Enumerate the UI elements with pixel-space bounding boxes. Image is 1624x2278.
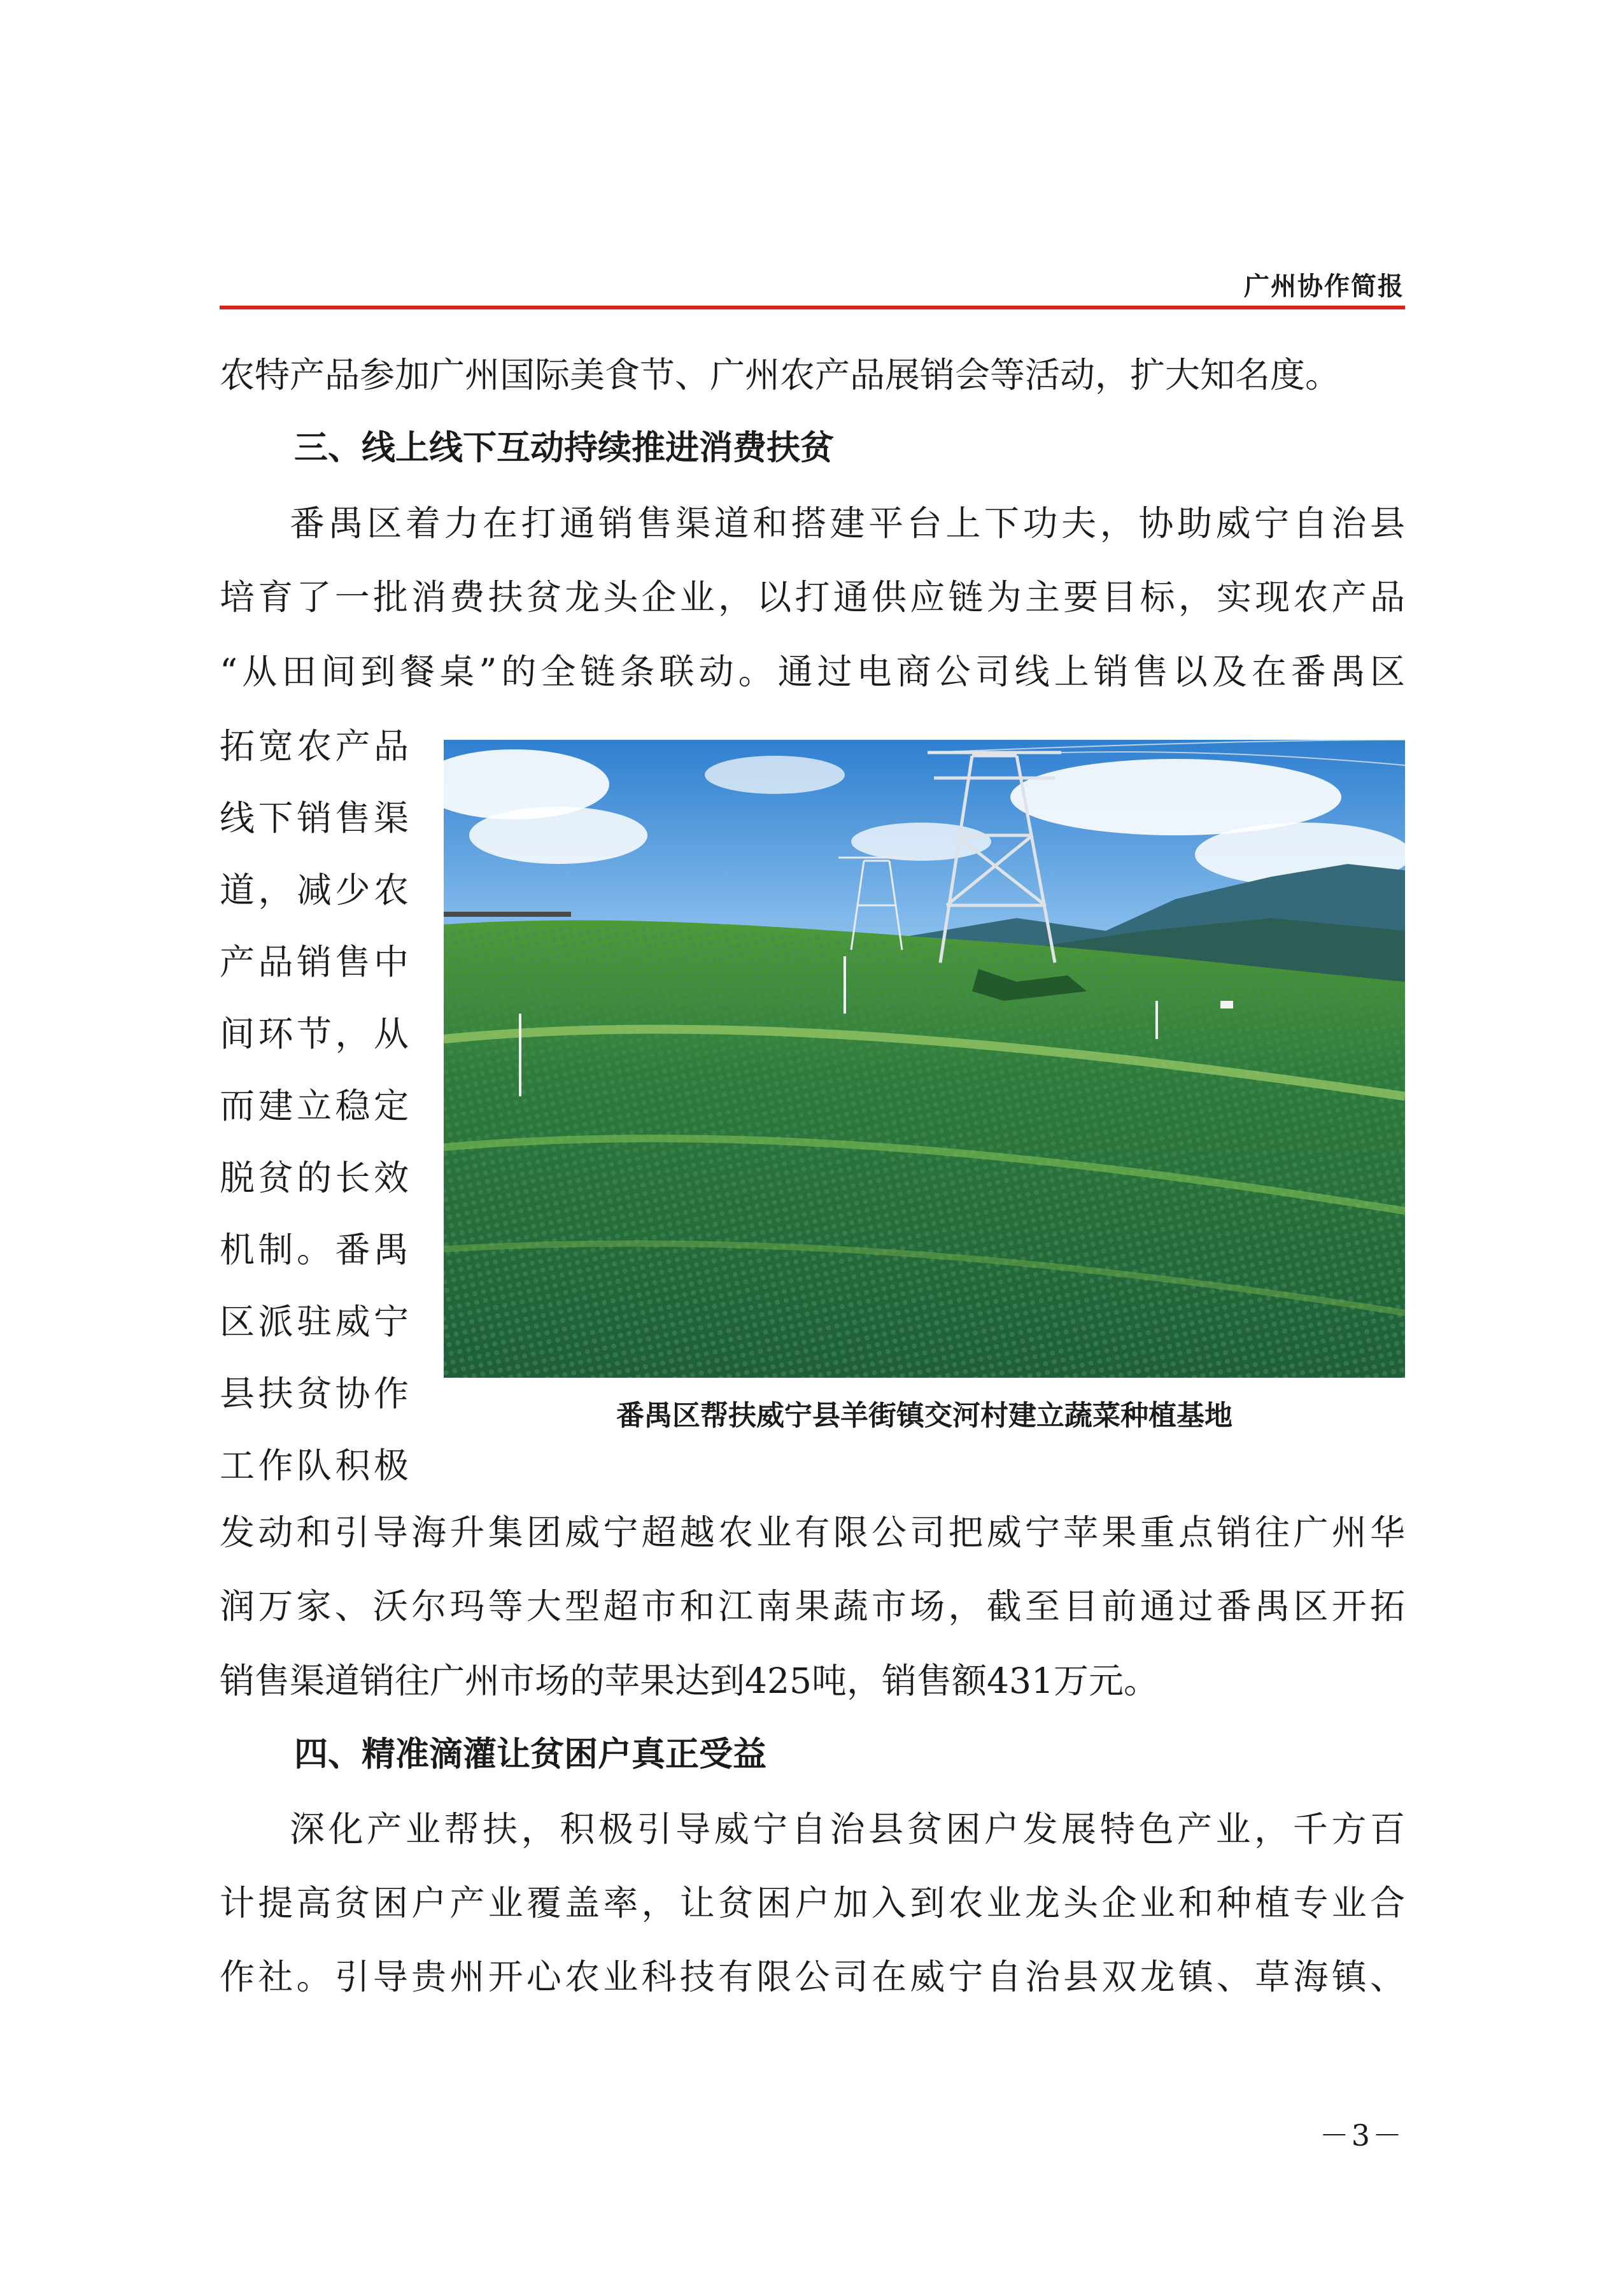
column-line: 工作队积极 — [220, 1445, 409, 1486]
paragraph-line: “从田间到餐桌”的全链条联动。通过电商公司线上销售以及在番禺区 — [220, 651, 1405, 692]
column-line: 县扶贫协作 — [220, 1373, 409, 1414]
paragraph-line: 培育了一批消费扶贫龙头企业，以打通供应链为主要目标，实现农产品 — [220, 577, 1405, 618]
column-line: 产品销售中 — [220, 942, 409, 982]
header-title: 广州协作简报 — [1244, 271, 1404, 301]
vegetable-field-photo — [444, 740, 1405, 1378]
header-rule — [220, 306, 1405, 309]
column-line: 道，减少农 — [220, 870, 409, 910]
column-line: 脱贫的长效 — [220, 1157, 409, 1198]
page-number: －3－ — [1319, 2118, 1404, 2153]
paragraph-line: 深化产业帮扶，积极引导威宁自治县贫困户发展特色产业，千方百 — [290, 1809, 1405, 1850]
column-line: 间环节，从 — [220, 1014, 409, 1054]
paragraph-line: 农特产品参加广州国际美食节、广州农产品展销会等活动，扩大知名度。 — [220, 355, 1341, 395]
paragraph-line: 番禺区着力在打通销售渠道和搭建平台上下功夫，协助威宁自治县 — [290, 503, 1405, 544]
paragraph-line: 计提高贫困户产业覆盖率，让贫困户加入到农业龙头企业和种植专业合 — [220, 1883, 1405, 1923]
paragraph-line: 润万家、沃尔玛等大型超市和江南果蔬市场，截至目前通过番禺区开拓 — [220, 1586, 1405, 1627]
paragraph-line: 发动和引导海升集团威宁超越农业有限公司把威宁苹果重点销往广州华 — [220, 1512, 1405, 1553]
paragraph-line: 作社。引导贵州开心农业科技有限公司在威宁自治县双龙镇、草海镇、 — [220, 1956, 1405, 1997]
column-line: 拓宽农产品 — [220, 726, 409, 767]
column-line: 而建立稳定 — [220, 1086, 409, 1126]
section-heading-3: 三、线上线下互动持续推进消费扶贫 — [294, 428, 834, 467]
column-line: 机制。番禺 — [220, 1229, 409, 1270]
paragraph-line: 销售渠道销往广州市场的苹果达到425吨，销售额431万元。 — [220, 1660, 1159, 1701]
column-line: 线下销售渠 — [220, 798, 409, 838]
section-heading-4: 四、精准滴灌让贫困户真正受益 — [294, 1735, 766, 1774]
photo-caption: 番禺区帮扶威宁县羊街镇交河村建立蔬菜种植基地 — [616, 1399, 1232, 1432]
column-line: 区派驻威宁 — [220, 1301, 409, 1342]
